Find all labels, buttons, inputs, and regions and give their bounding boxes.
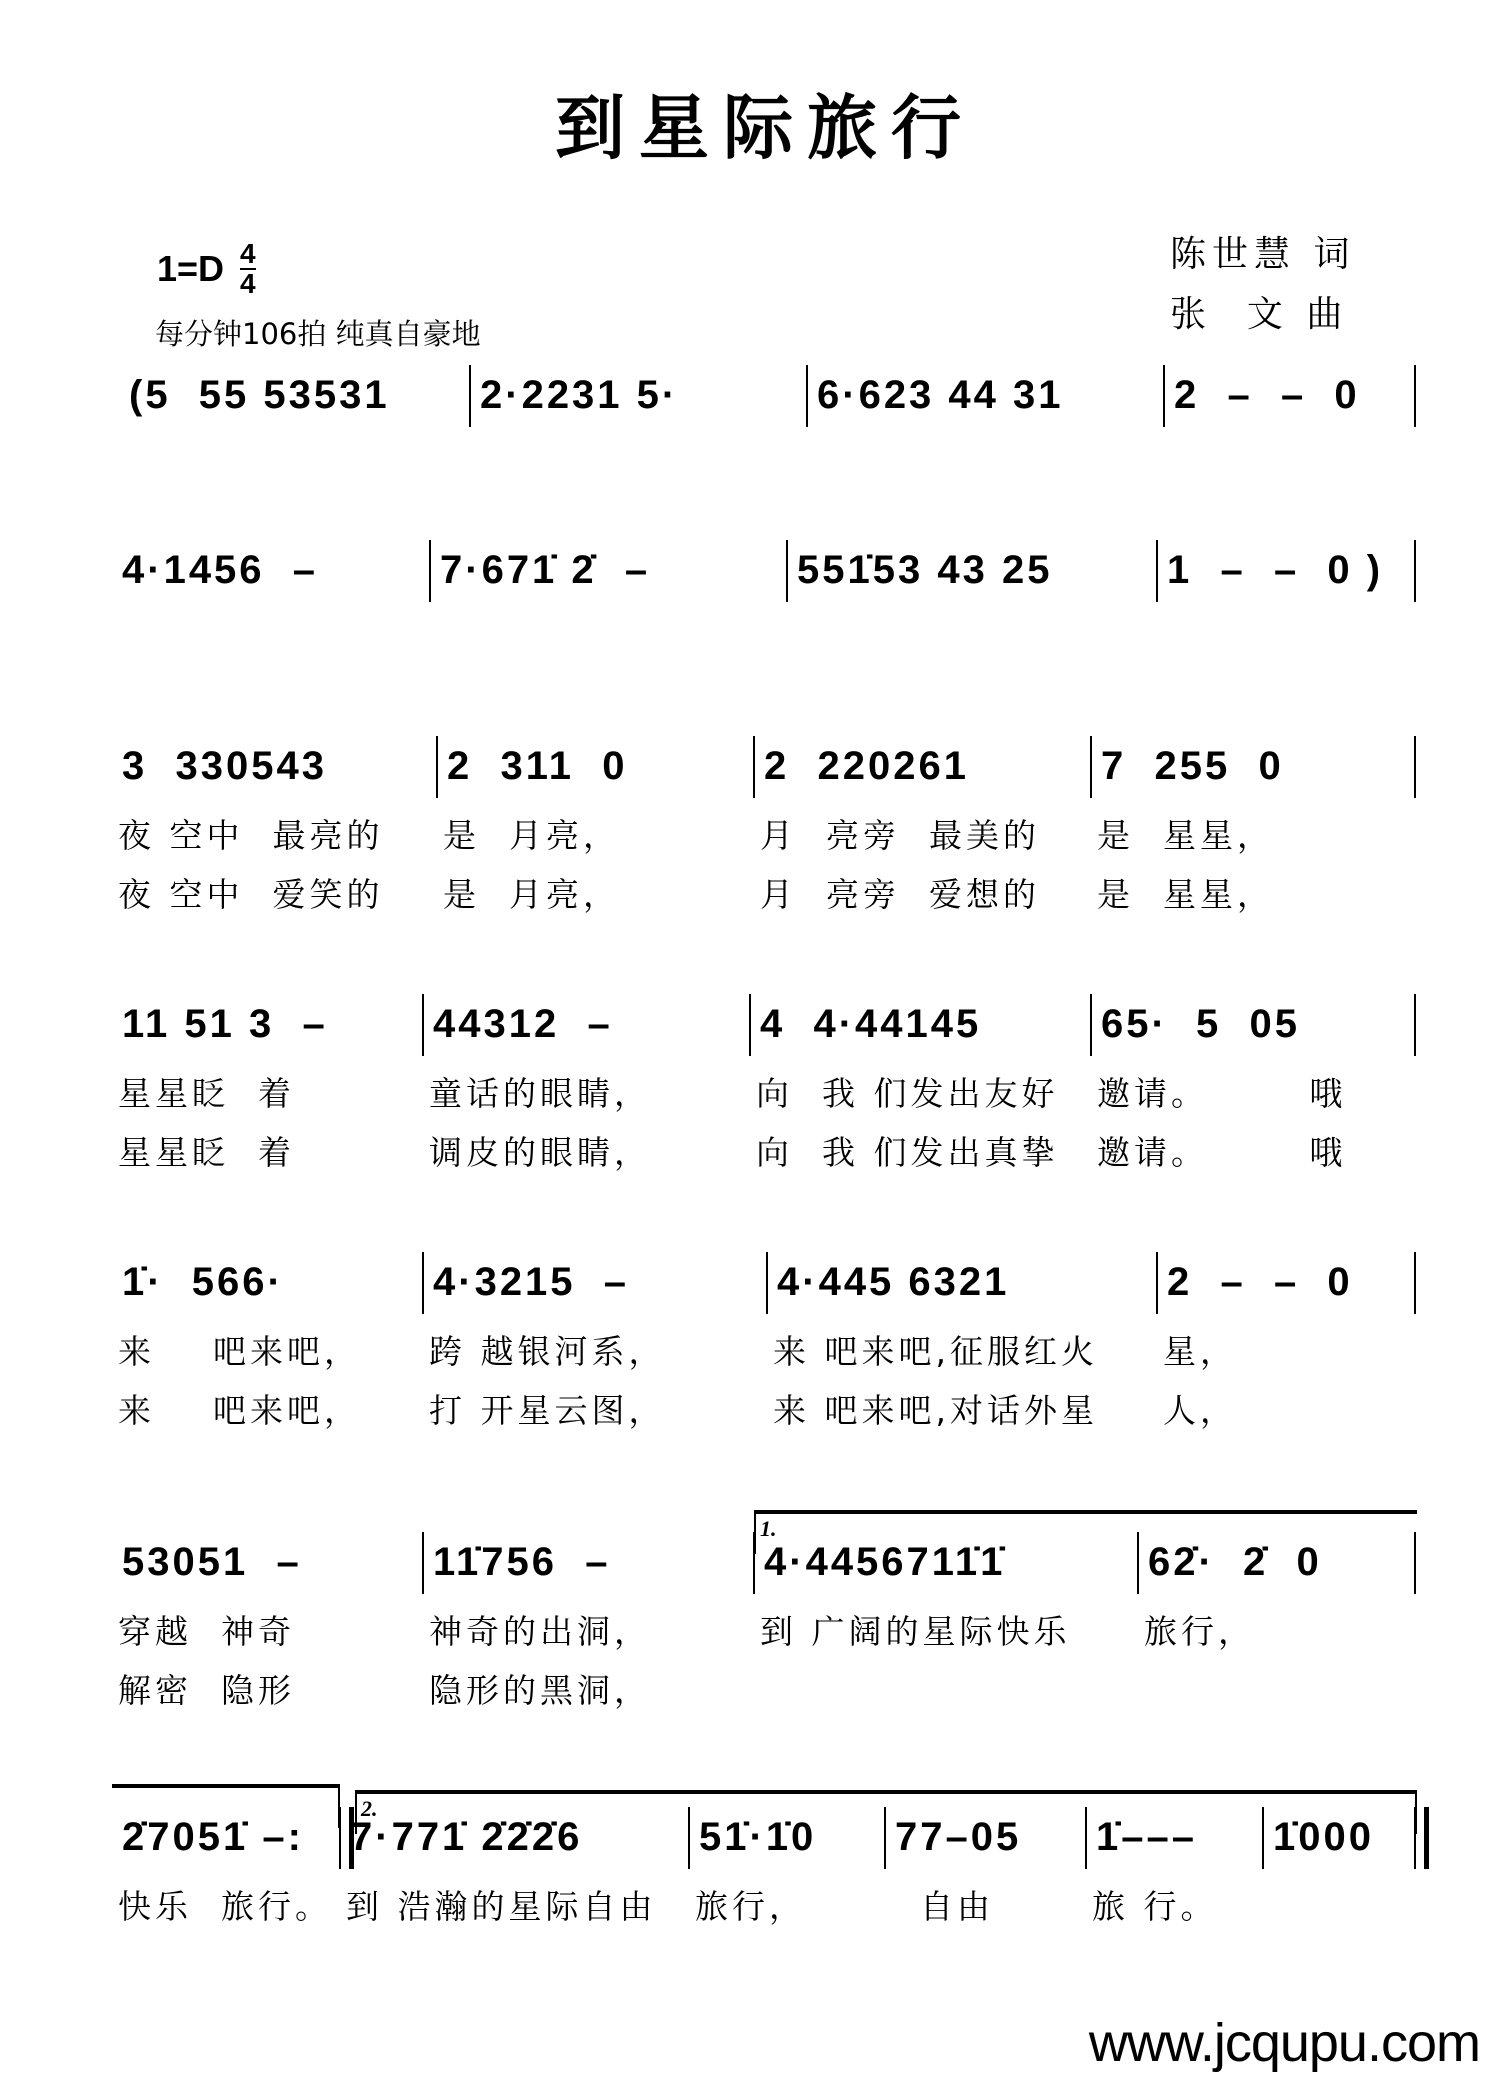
lyric-line-verse-1: 穿越 神奇 [118,1612,295,1651]
measure-notes: 11 51 3 – [122,1002,328,1046]
measure [112,1260,423,1430]
lyric-line-verse-1: 来 吧来吧,征服红火 [773,1332,1098,1371]
lyricist-credit: 陈世慧 词 [1170,234,1356,275]
measure [750,1002,1091,1172]
measure-notes: 51̇·1̇0 [699,1815,817,1859]
volta-first-ending [754,1510,1417,1554]
lyric-line-verse-2: 调皮的眼睛， [429,1133,651,1172]
measure [112,548,430,622]
barline [1414,1252,1416,1314]
lyric-line-verse-2: 解密 隐形 [118,1671,295,1710]
measure-notes: 4·445 6321 [777,1260,1010,1304]
barline [1090,736,1092,798]
measure [754,744,1091,914]
lyric-line-verse-1: 到 广阔的星际快乐 [760,1612,1071,1651]
barline [1163,365,1165,427]
measure [423,1002,750,1172]
measure [1157,1260,1415,1430]
lyric-line-verse-1: 快乐 旅行。 [118,1887,332,1926]
measure-notes: (5 55 53531 [129,373,390,417]
tempo-marking: 每分钟106拍 纯真自豪地 [155,317,481,351]
measure-notes: 1 – – 0 ) [1167,548,1384,592]
lyric-line-verse-1: 星， [1163,1332,1237,1371]
volta-first-ending-continued [112,1784,340,1828]
lyric-line-verse-1: 星星眨 着 [118,1074,295,1113]
lyric-line-verse-2: 向 我 们发出真挚 [756,1133,1059,1172]
barline [1414,540,1416,602]
volta-second-label: 2. [361,1796,378,1821]
lyric-line-verse-2: 来 吧来吧,对话外星 [773,1391,1098,1430]
measure-notes: 53051 – [122,1540,302,1584]
measure [430,548,787,622]
measure-notes: 7·671̇ 2̇ – [440,548,651,592]
lyric-line-verse-1: 童话的眼睛， [429,1074,651,1113]
time-signature [240,240,256,298]
measure-notes: 551̇53 43 25 [797,548,1053,592]
measure [767,1260,1157,1430]
barline [429,540,431,602]
barline [1414,736,1416,798]
lyric-line-verse-2: 是 月亮， [443,875,620,914]
measure [112,1815,340,1926]
measure-notes: 7·771̇ 2̇2̇2̇6 [350,1815,583,1859]
measure-notes: 44312 – [433,1002,613,1046]
measure [423,1260,767,1430]
measure [423,1540,754,1710]
barline [436,736,438,798]
lyric-line-verse-1: 神奇的出洞， [429,1612,651,1651]
volta-second-ending [355,1790,1417,1834]
measure-notes: 2·2231 5· [480,373,679,417]
measure [787,548,1157,622]
key-signature [157,240,256,298]
measure-notes: 2 – – 0 [1174,373,1360,417]
lyric-line-verse-1: 夜 空中 最亮的 [118,816,384,855]
barline [422,994,424,1056]
measure-notes: 4·1456 – [122,548,319,592]
measure [112,744,437,914]
barline [1156,1252,1158,1314]
measure [1138,1540,1415,1651]
lyric-line-verse-1: 旅 行。 [1092,1887,1218,1926]
barline [422,1252,424,1314]
barline [753,736,755,798]
measure [112,1540,423,1710]
lyric-line-verse-2: 月 亮旁 爱想的 [760,875,1040,914]
barline [422,1532,424,1594]
barline [1414,365,1416,427]
barline [786,540,788,602]
barline [469,365,471,427]
measure [340,1815,689,1926]
lyric-line-verse-2: 夜 空中 爱笑的 [118,875,384,914]
measure [1157,548,1415,622]
measure-notes: 3 330543 [122,744,327,788]
measure-notes: 6·623 44 31 [817,373,1064,417]
lyric-line-verse-1: 自由 [891,1887,994,1926]
lyric-line-verse-2: 打 开星云图， [429,1391,666,1430]
measure-notes: 2 220261 [764,744,969,788]
lyric-line-verse-1: 是 月亮， [443,816,620,855]
measure [1091,744,1415,914]
lyric-line-verse-1: 是 星星， [1097,816,1274,855]
lyric-line-verse-2: 星星眨 着 [118,1133,295,1172]
measure [689,1815,885,1926]
time-bottom: 4 [240,268,256,299]
lyric-line-verse-1: 到 浩瀚的星际自由 [346,1887,657,1926]
measure-notes: 1̇––– [1096,1815,1197,1859]
measure [754,1540,1138,1651]
lyric-line-verse-2: 来 吧来吧， [118,1391,361,1430]
measure-notes: 2̇7051̇ –: [122,1815,304,1859]
measure-notes: 4·4456711̇1̇ [764,1540,1006,1584]
lyric-line-verse-2: 隐形的黑洞， [429,1671,651,1710]
lyric-line-verse-1: 来 吧来吧， [118,1332,361,1371]
lyric-line-verse-1: 邀请。 哦 [1097,1074,1347,1113]
lyric-line-verse-2: 邀请。 哦 [1097,1133,1347,1172]
measure-notes: 77–05 [895,1815,1022,1859]
barline [806,365,808,427]
volta-first-label: 1. [760,1516,777,1541]
score-title: 到星际旅行 [555,86,975,169]
measure-notes: 1̇· 566· [122,1260,284,1304]
measure [119,373,470,447]
measure-notes: 65· 5 05 [1101,1002,1301,1046]
measure-notes: 4·3215 – [433,1260,630,1304]
measure-notes: 2 – – 0 [1167,1260,1353,1304]
barline [766,1252,768,1314]
measure [885,1815,1086,1926]
measure-notes: 62̇· 2̇ 0 [1148,1540,1322,1584]
measure-notes: 11̇756 – [433,1540,611,1584]
lyric-line-verse-1: 月 亮旁 最美的 [760,816,1040,855]
measure [1091,1002,1415,1172]
barline [1156,540,1158,602]
key-label: 1=D [157,248,225,289]
measure [1164,373,1415,447]
measure-notes: 2 311 0 [447,744,628,788]
measure [1263,1815,1415,1889]
barline [749,994,751,1056]
barline [1090,994,1092,1056]
barline [339,1807,354,1869]
composer-credit: 张 文 曲 [1170,294,1349,335]
lyric-line-verse-1: 旅行， [695,1887,806,1926]
time-top: 4 [240,238,256,269]
measure [807,373,1164,447]
measure [112,1002,423,1172]
lyric-line-verse-1: 跨 越银河系， [429,1332,666,1371]
lyric-line-verse-1: 向 我 们发出友好 [756,1074,1059,1113]
lyric-line-verse-1: 旅行， [1144,1612,1255,1651]
lyric-line-verse-2: 是 星星， [1097,875,1274,914]
measure-notes: 4 4·44145 [760,1002,982,1046]
measure-notes: 1̇000 [1273,1815,1374,1859]
measure-notes: 7 255 0 [1101,744,1284,788]
barline [1414,994,1416,1056]
measure [1086,1815,1263,1926]
measure [437,744,754,914]
measure [470,373,807,447]
lyric-line-verse-2: 人， [1163,1391,1237,1430]
watermark: www.jcqupu.com [1088,2013,1480,2073]
